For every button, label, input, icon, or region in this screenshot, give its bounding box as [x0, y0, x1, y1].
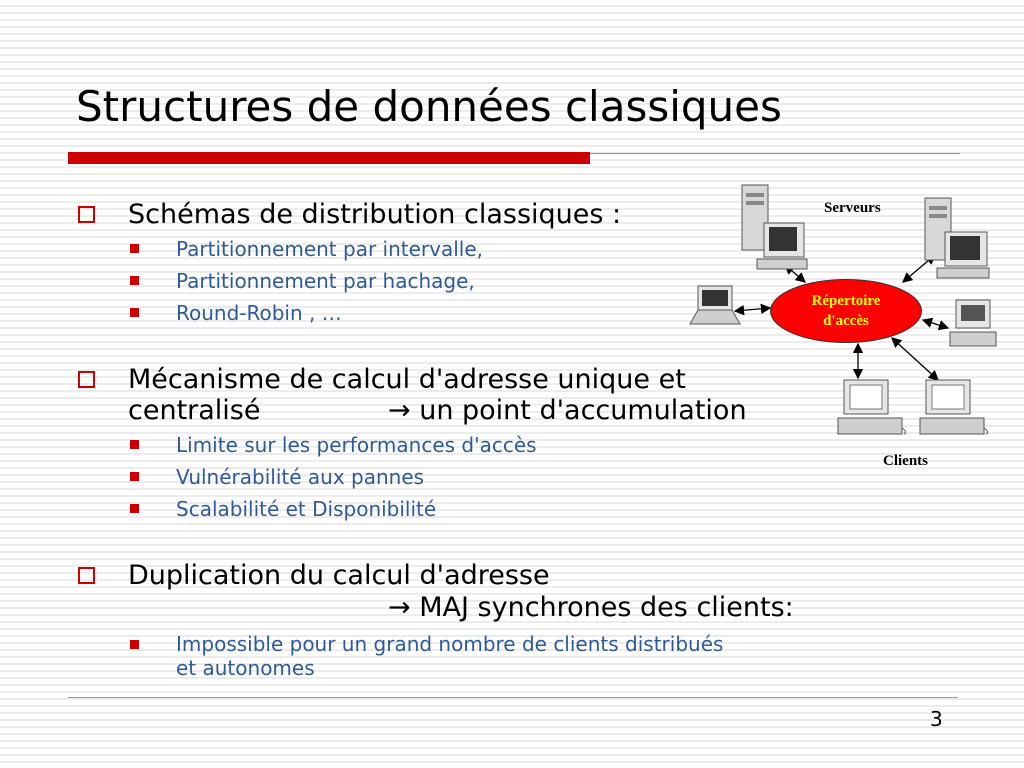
clients-label: Clients	[883, 453, 928, 469]
bullet-1-text: Schémas de distribution classiques :	[128, 199, 622, 230]
bullet-2-sub-2: Vulnérabilité aux pannes	[176, 465, 425, 489]
servers-label: Serveurs	[824, 200, 881, 216]
bullet-3-arrow-text: → MAJ synchrones des clients:	[388, 592, 794, 623]
bullet-3-sub-2: et autonomes	[176, 656, 315, 680]
title-underline-bar	[68, 152, 590, 164]
connector-laptop	[735, 308, 770, 311]
sub-bullet-square-icon	[130, 308, 139, 317]
page-number: 3	[930, 707, 943, 731]
bullet-1-sub-1: Partitionnement par intervalle,	[176, 237, 483, 261]
directory-label-line-1: Répertoire	[811, 293, 881, 309]
server-computer-icon	[742, 185, 807, 269]
right-arrow-icon: →	[388, 395, 411, 426]
bullet-3-line-1: Duplication du calcul d'adresse	[128, 560, 550, 591]
sub-bullet-square-icon	[130, 440, 139, 449]
bullet-3-sub-1: Impossible pour un grand nombre de clients distribués	[176, 632, 724, 656]
client-computer-icon	[838, 380, 906, 434]
bullet-box-icon	[78, 371, 95, 388]
connector-client-right	[892, 338, 938, 380]
laptop-icon	[690, 286, 740, 324]
directory-node	[770, 279, 922, 343]
bullet-1-sub-2: Partitionnement par hachage,	[176, 269, 475, 293]
right-arrow-icon: →	[388, 592, 411, 623]
directory-label-line-2: d'accès	[823, 313, 869, 329]
client-computer-icon	[920, 380, 988, 434]
server-computer-icon	[925, 198, 989, 278]
terminal-computer-icon	[950, 300, 996, 346]
slide-title: Structures de données classiques	[76, 82, 782, 131]
bullet-1-sub-3: Round-Robin , …	[176, 301, 342, 325]
bullet-2-line-2: centralisé	[128, 395, 261, 426]
bullet-2-arrow-text: → un point d'accumulation	[388, 395, 747, 426]
bullet-box-icon	[78, 206, 95, 223]
sub-bullet-square-icon	[130, 244, 139, 253]
sub-bullet-square-icon	[130, 276, 139, 285]
footer-divider	[68, 697, 958, 698]
connector-terminal	[923, 320, 948, 328]
sub-bullet-square-icon	[130, 472, 139, 481]
bullet-box-icon	[78, 567, 95, 584]
bullet-2-sub-3: Scalabilité et Disponibilité	[176, 497, 437, 521]
bullet-2-sub-1: Limite sur les performances d'accès	[176, 433, 537, 457]
bullet-2-line-1: Mécanisme de calcul d'adresse unique et	[128, 364, 686, 395]
sub-bullet-square-icon	[130, 640, 139, 649]
title-underline-thin	[590, 153, 960, 154]
sub-bullet-square-icon	[130, 504, 139, 513]
